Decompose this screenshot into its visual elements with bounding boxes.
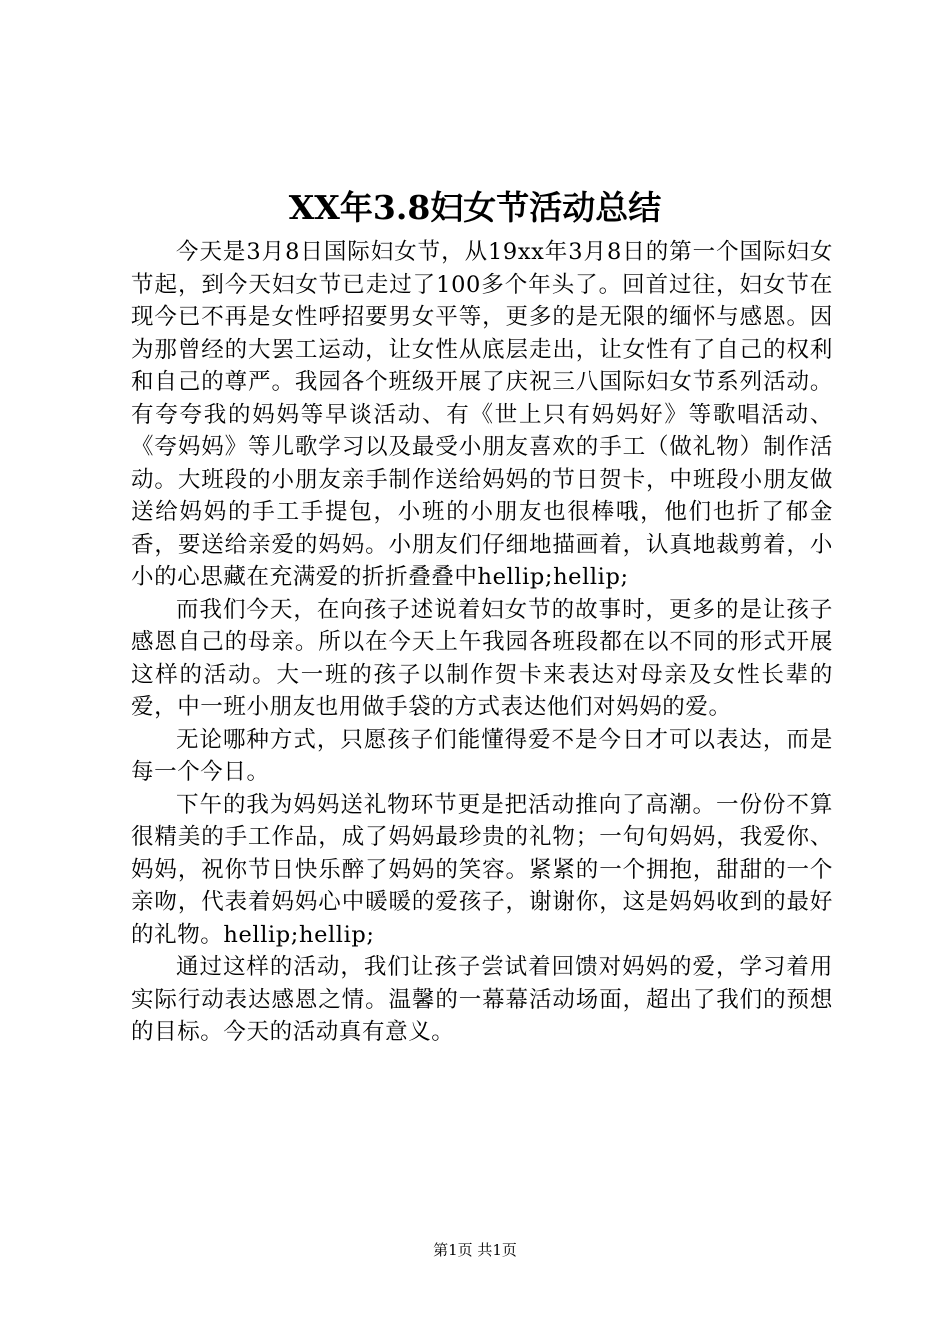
paragraph-3: 无论哪种方式，只愿孩子们能懂得爱不是今日才可以表达，而是每一个今日。	[131, 726, 833, 785]
page-footer: 第1页 共1页	[433, 1241, 517, 1259]
paragraph-1: 今天是3月8日国际妇女节，从19xx年3月8日的第一个国际妇女节起，到今天妇女节已走过了100多个年头了。回首过往，妇女节在现今已不再是女性呼招要男女平等，更多的是无限的缅怀与感恩。因为那曾经的大罢工运动，让女性从底层走出，让女性有了自己的权利和自己的尊严。我园各个班级开展了庆祝三八国际妇女节系列活动。有夸夸我的妈妈等早谈活动、有《世上只有妈妈好》等歌唱活动、《夸妈妈》等儿歌学习以及最受小朋友喜欢的手工（做礼物）制作活动。大班段的小朋友亲手制作送给妈妈的节日贺卡，中班段小朋友做送给妈妈的手工手提包，小班的小朋友也很棒哦，他们也折了郁金香，要送给亲爱的妈妈。小朋友们仔细地描画着，认真地裁剪着，小小的心思藏在充满爱的折折叠叠中hellip;hellip;	[131, 239, 833, 590]
document-title: XX年3.8妇女节活动总结	[288, 188, 662, 227]
paragraph-5: 通过这样的活动，我们让孩子尝试着回馈对妈妈的爱，学习着用实际行动表达感恩之情。温馨的一幕幕活动场面，超出了我们的预想的目标。今天的活动真有意义。	[131, 954, 833, 1045]
paragraph-2: 而我们今天，在向孩子述说着妇女节的故事时，更多的是让孩子感恩自己的母亲。所以在今天上午我园各班段都在以不同的形式开展这样的活动。大一班的孩子以制作贺卡来表达对母亲及女性长辈的爱，中一班小朋友也用做手袋的方式表达他们对妈妈的爱。	[131, 596, 833, 720]
document-body	[131, 236, 833, 1049]
paragraph-4: 下午的我为妈妈送礼物环节更是把活动推向了高潮。一份份不算很精美的手工作品，成了妈妈最珍贵的礼物；一句句妈妈，我爱你、妈妈，祝你节日快乐醉了妈妈的笑容。紧紧的一个拥抱，甜甜的一个亲吻，代表着妈妈心中暖暖的爱孩子，谢谢你，这是妈妈收到的最好的礼物。hellip;hellip;	[131, 791, 833, 948]
